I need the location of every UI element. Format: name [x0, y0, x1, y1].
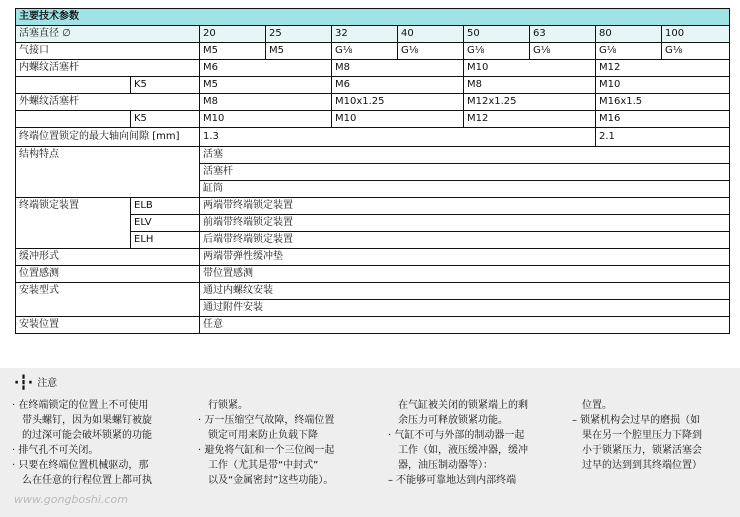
clearance-unit: [mm]: [152, 131, 180, 142]
table-cell: 通过内螺纹安装: [200, 283, 730, 300]
diameter-cell: 32: [332, 26, 398, 43]
notes-header: [14, 376, 57, 391]
table-cell: M16: [596, 111, 730, 128]
table-cell: M10: [596, 77, 730, 94]
sub-label: ELH: [131, 232, 200, 249]
table-cell: 1.3: [200, 128, 596, 147]
cushion-row: [16, 249, 730, 266]
table-cell: G⅛: [662, 43, 730, 60]
notes-column-1: [12, 398, 190, 488]
diameter-cell: 50: [464, 26, 530, 43]
table-cell: G⅛: [464, 43, 530, 60]
sub-label: ELB: [131, 198, 200, 215]
structure-row: [16, 147, 730, 164]
table-cell: G⅛: [530, 43, 596, 60]
table-title-row: [16, 9, 730, 26]
note-line: · 万一压缩空气故障，终端位置: [198, 415, 335, 426]
diameter-cell: 63: [530, 26, 596, 43]
table-cell: 两端带弹性缓冲垫: [200, 249, 730, 266]
sub-label: K5: [131, 111, 200, 128]
note-line: 带头螺钉，因为如果螺钉被旋: [22, 415, 152, 426]
mounting-type-row: [16, 283, 730, 300]
note-line: – 锁紧机构会过早的磨损（如: [572, 415, 701, 426]
note-line: · 气缸不可与外部的制动器一起: [388, 430, 525, 441]
row-label: 内螺纹活塞杆: [16, 60, 200, 77]
mounting-pos-row: [16, 317, 730, 334]
note-line: – 不能够可靠地达到内部终端: [388, 475, 517, 486]
table-cell: M10: [464, 60, 596, 77]
note-line: 锁定可用来防止负载下降: [208, 430, 318, 441]
sensing-row: [16, 266, 730, 283]
row-label: 位置感测: [16, 266, 200, 283]
table-cell: M10: [200, 111, 332, 128]
note-line: 以及“金属密封”这些功能）。: [208, 475, 334, 486]
note-line: · 只要在终端位置机械驱动，那: [12, 460, 149, 471]
table-cell: 缸筒: [200, 181, 730, 198]
table-cell: M12: [464, 111, 596, 128]
row-label-blank: [16, 77, 131, 94]
notes-column-3: [388, 398, 564, 488]
note-line: 行锁紧。: [208, 400, 248, 411]
row-label: 终端锁定装置: [16, 198, 131, 249]
table-cell: M12x1.25: [464, 94, 596, 111]
table-cell: 后端带终端锁定装置: [200, 232, 730, 249]
inner-rod-row: [16, 60, 730, 77]
note-line: 工作（尤其是带“中封式”: [208, 460, 319, 471]
sub-label: K5: [131, 77, 200, 94]
note-line: 余压力可释放锁紧功能。: [398, 415, 508, 426]
outer-rod-k5-row: [16, 111, 730, 128]
table-title: 主要技术参数: [16, 9, 730, 26]
table-cell: M10: [332, 111, 464, 128]
table-cell: G⅛: [596, 43, 662, 60]
notes-column-2: [198, 398, 374, 488]
caution-icon: ·┇·: [14, 375, 34, 391]
diameter-cell: 20: [200, 26, 266, 43]
diameter-cell: 100: [662, 26, 730, 43]
table-cell: 两端带终端锁定装置: [200, 198, 730, 215]
table-cell: 通过附件安装: [200, 300, 730, 317]
table-cell: M6: [200, 60, 332, 77]
notes-column-4: [572, 398, 736, 473]
note-line: 的过深可能会破坏锁紧的功能: [22, 430, 152, 441]
table-cell: 前端带终端锁定装置: [200, 215, 730, 232]
table-cell: M8: [464, 77, 596, 94]
note-line: 小于锁紧压力，锁紧活塞会: [582, 445, 702, 456]
row-label: 安装型式: [16, 283, 200, 317]
note-line: 在气缸被关闭的锁紧端上的剩: [398, 400, 528, 411]
note-line: · 排气孔不可关闭。: [12, 445, 99, 456]
row-label: 缓冲形式: [16, 249, 200, 266]
note-line: 么在任意的行程位置上都可执: [22, 475, 152, 486]
diameter-row: [16, 26, 730, 43]
diameter-cell: 25: [266, 26, 332, 43]
inner-rod-k5-row: [16, 77, 730, 94]
diameter-cell: 40: [398, 26, 464, 43]
row-label: [16, 128, 200, 147]
note-line: 位置。: [582, 400, 612, 411]
table-cell: M5: [266, 43, 332, 60]
row-label: 结构特点: [16, 147, 200, 198]
table-cell: M10x1.25: [332, 94, 464, 111]
table-cell: 任意: [200, 317, 730, 334]
outer-rod-row: [16, 94, 730, 111]
row-label-blank: [16, 111, 131, 128]
end-lock-row: [16, 198, 730, 215]
table-cell: M5: [200, 77, 332, 94]
table-cell: G⅛: [398, 43, 464, 60]
note-line: 果在另一个腔里压力下降到: [582, 430, 702, 441]
air-port-row: [16, 43, 730, 60]
row-label: 外螺纹活塞杆: [16, 94, 200, 111]
table-cell: M5: [200, 43, 266, 60]
table-cell: G⅛: [332, 43, 398, 60]
table-cell: 活塞杆: [200, 164, 730, 181]
spec-table: [15, 8, 730, 334]
table-cell: M6: [332, 77, 464, 94]
table-cell: 带位置感测: [200, 266, 730, 283]
table-cell: M12: [596, 60, 730, 77]
note-line: 器，油压制动器等）：: [398, 460, 493, 471]
clearance-row: [16, 128, 730, 147]
table-cell: M16x1.5: [596, 94, 730, 111]
row-label: 安装位置: [16, 317, 200, 334]
note-line: · 在终端锁定的位置上不可使用: [12, 400, 149, 411]
clearance-label: 终端位置锁定的最大轴向间隙: [19, 131, 149, 142]
row-label: 活塞直径 ∅: [16, 26, 200, 43]
table-cell: 2.1: [596, 128, 730, 147]
note-line: 工作（如，液压缓冲器，缓冲: [398, 445, 528, 456]
watermark: www.gongboshi.com: [14, 493, 128, 506]
row-label: 气接口: [16, 43, 200, 60]
table-cell: M8: [200, 94, 332, 111]
table-cell: M8: [332, 60, 464, 77]
note-line: 过早的达到到其终端位置）: [582, 460, 702, 471]
diameter-cell: 80: [596, 26, 662, 43]
sub-label: ELV: [131, 215, 200, 232]
notes-title: 注意: [37, 378, 58, 389]
note-line: · 避免将气缸和一个三位阀一起: [198, 445, 335, 456]
table-cell: 活塞: [200, 147, 730, 164]
